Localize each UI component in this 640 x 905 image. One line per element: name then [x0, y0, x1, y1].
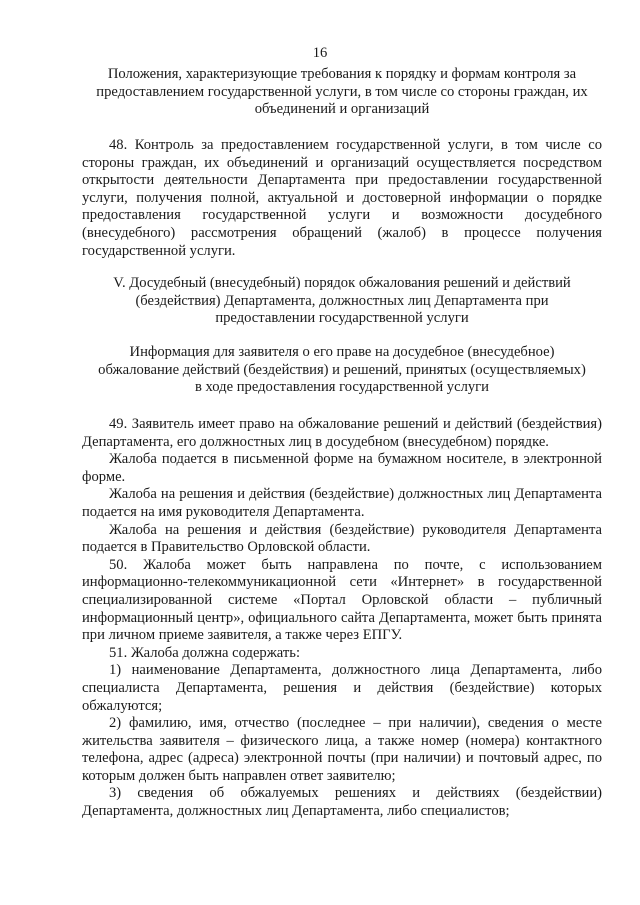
paragraph-complaint-officials: Жалоба на решения и действия (бездействие) должностных лиц Департамента подается на имя руководителя Департамента.	[82, 486, 602, 520]
heading-line: в ходе предоставления государственной услуги	[195, 379, 489, 396]
heading-line: предоставлении государственной услуги	[215, 310, 469, 327]
list-item-2: 2) фамилию, имя, отчество (последнее – при наличии), сведения о месте жительства заявителя – физического лица, а также номер (номера) контактного телефона, адрес (адреса) электронной почты (при наличии) и почтовый адрес, по которым должен быть направлен ответ заявителю;	[82, 715, 602, 784]
heading-line: объединений и организаций	[254, 101, 430, 118]
paragraph-48: 48. Контроль за предоставлением государственной услуги, в том числе со стороны граждан, их объединений и организаций осуществляется посредством открытости деятельности Департамента при предоставлении государственной услуги, получения полной, актуальной и достоверной информации о порядке предоставления государственной услуги и возможности досудебного (внесудебного) рассмотрения обращений (жалоб) в процессе получения государственной услуги.	[82, 137, 602, 259]
paragraph-complaint-form: Жалоба подается в письменной форме на бумажном носителе, в электронной форме.	[82, 451, 602, 485]
heading-line: Положения, характеризующие требования к порядку и формам контроля за	[107, 66, 577, 82]
paragraph-48-block	[82, 137, 602, 260]
heading-line: (бездействия) Департамента, должностных лиц Департамента при	[135, 292, 549, 309]
page-number: 16	[312, 45, 328, 61]
section-v-heading	[82, 275, 602, 328]
info-heading	[82, 344, 602, 397]
list-item-1: 1) наименование Департамента, должностного лица Департамента, либо специалиста Департамента, решения и действия (бездействие) которых обжалуются;	[82, 662, 602, 714]
heading-line: обжалование действий (бездействия) и решений, принятых (осуществляемых)	[98, 361, 586, 378]
paragraph-51: 51. Жалоба должна содержать:	[109, 644, 300, 661]
paragraph-49: 49. Заявитель имеет право на обжалование решений и действий (бездействия) Департамента, его должностных лиц в досудебном (внесудебном) порядке.	[82, 416, 602, 450]
control-section-heading	[82, 66, 602, 119]
paragraph-50: 50. Жалоба может быть направлена по почте, с использованием информационно-телекоммуникационной сети «Интернет» в государственной специализированной системе «Портал Орловской области – публичный информационный центр», официального сайта Департамента, может быть принята при личном приеме заявителя, а также через ЕПГУ.	[82, 556, 602, 644]
list-item-3: 3) сведения об обжалуемых решениях и действиях (бездействии) Департамента, должностных лиц Департамента, либо специалистов;	[82, 785, 602, 820]
heading-line: Информация для заявителя о его праве на досудебное (внесудебное)	[129, 344, 555, 360]
paragraph-complaint-head: Жалоба на решения и действия (бездействие) руководителя Департамента подается в Правительство Орловской области.	[82, 521, 602, 556]
heading-line: предоставлением государственной услуги, в том числе со стороны граждан, их	[96, 83, 588, 100]
paragraphs-block	[82, 416, 602, 821]
heading-line: V. Досудебный (внесудебный) порядок обжалования решений и действий	[113, 275, 571, 291]
